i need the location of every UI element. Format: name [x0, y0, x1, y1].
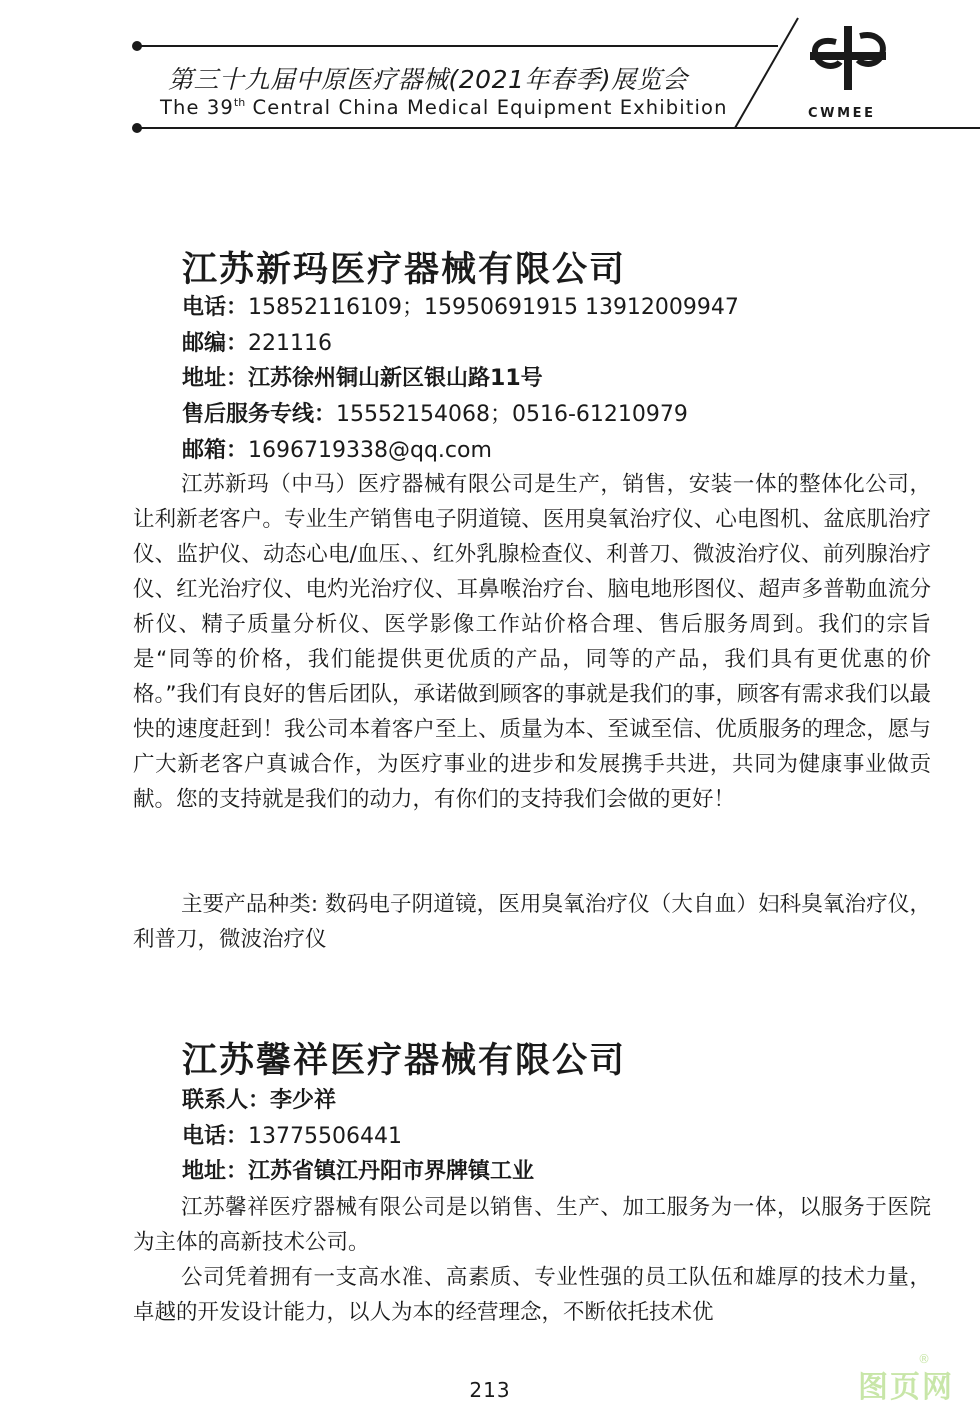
service-value: 15552154068；0516-61210979 — [336, 402, 688, 427]
email-label: 邮箱： — [182, 438, 249, 463]
zip-value: 221116 — [248, 331, 332, 356]
company-1-email — [182, 440, 492, 462]
company-2-name: 江苏馨祥医疗器械有限公司 — [182, 1041, 627, 1081]
address-label: 地址： — [182, 1159, 249, 1184]
phone-label: 电话： — [182, 295, 249, 320]
page-header — [0, 0, 980, 140]
company-1-intro: 江苏新玛（中马）医疗器械有限公司是生产，销售，安装一体的整体化公司，让利新老客户。专业生产销售电子阴道镜、医用臭氧治疗仪、心电图机、盆底肌治疗仪、监护仪、动态心电/血压、、红外乳腺检查仪、利普刀、微波治疗仪、前列腺治疗仪、红光治疗仪、电灼光治疗仪、耳鼻喉治疗台、脑电地形图仪、超声多普勒血流分析仪、精子质量分析仪、医学影像工作站价格合理、售后服务周到。我们的宗旨是“同等的价格，我们能提供更优质的产品，同等的产品，我们具有更优惠的价格。”我们有良好的售后团队，承诺做到顾客的事就是我们的事，顾客有需求我们以最快的速度赶到！我公司本着客户至上、质量为本、至诚至信、优质服务的理念，愿与广大新老客户真诚合作，为医疗事业的进步和发展携手共进，共同为健康事业做贡献。您的支持就是我们的动力，有你们的支持我们会做的更好！ — [133, 472, 931, 812]
title-en-pre: The 39 — [160, 96, 234, 119]
phone-value: 13775506441 — [248, 1124, 402, 1149]
phone-value: 15852116109；15950691915 13912009947 — [248, 295, 739, 320]
page-number: 213 — [469, 1378, 511, 1402]
phone-label: 电话： — [182, 1124, 249, 1149]
watermark-registered-mark: ® — [918, 1352, 930, 1366]
company-2-address — [182, 1161, 534, 1183]
company-2-intro-2: 公司凭着拥有一支高水准、高素质、专业性强的员工队伍和雄厚的技术力量，卓越的开发设计能力，以人为本的经营理念，不断依托技术优 — [133, 1265, 931, 1325]
exhibition-title-en — [160, 96, 728, 119]
exhibition-title-cn: 第三十九届中原医疗器械(2021年春季)展览会 — [168, 65, 688, 94]
company-1-service — [182, 404, 688, 426]
company-1-address — [182, 368, 543, 390]
email-value: 1696719338@qq.com — [248, 438, 492, 463]
title-en-post: Central China Medical Equipment Exhibition — [245, 96, 728, 119]
address-value: 江苏省镇江丹阳市界牌镇工业 — [248, 1159, 535, 1184]
address-value: 江苏徐州铜山新区银山路11号 — [248, 366, 543, 391]
watermark: 图页网 — [858, 1370, 954, 1405]
cwmee-logo-icon — [806, 22, 890, 92]
address-label: 地址： — [182, 366, 249, 391]
company-2-phone — [182, 1126, 402, 1148]
company-2-contact — [182, 1090, 336, 1112]
logo-text: CWMEE — [808, 106, 876, 121]
company-1-zip — [182, 333, 332, 355]
company-2-intro-1: 江苏馨祥医疗器械有限公司是以销售、生产、加工服务为一体，以服务于医院为主体的高新技术公司。 — [133, 1195, 931, 1255]
contact-label: 联系人： — [182, 1088, 271, 1113]
service-label: 售后服务专线： — [182, 402, 337, 427]
company-1-name: 江苏新玛医疗器械有限公司 — [182, 250, 627, 290]
zip-label: 邮编： — [182, 331, 249, 356]
contact-value: 李少祥 — [270, 1088, 337, 1113]
company-1-phone — [182, 297, 739, 319]
company-1-products: 主要产品种类: 数码电子阴道镜，医用臭氧治疗仪（大自血）妇科臭氧治疗仪，利普刀，微波治疗仪 — [133, 892, 931, 952]
title-en-sup: th — [233, 96, 246, 109]
